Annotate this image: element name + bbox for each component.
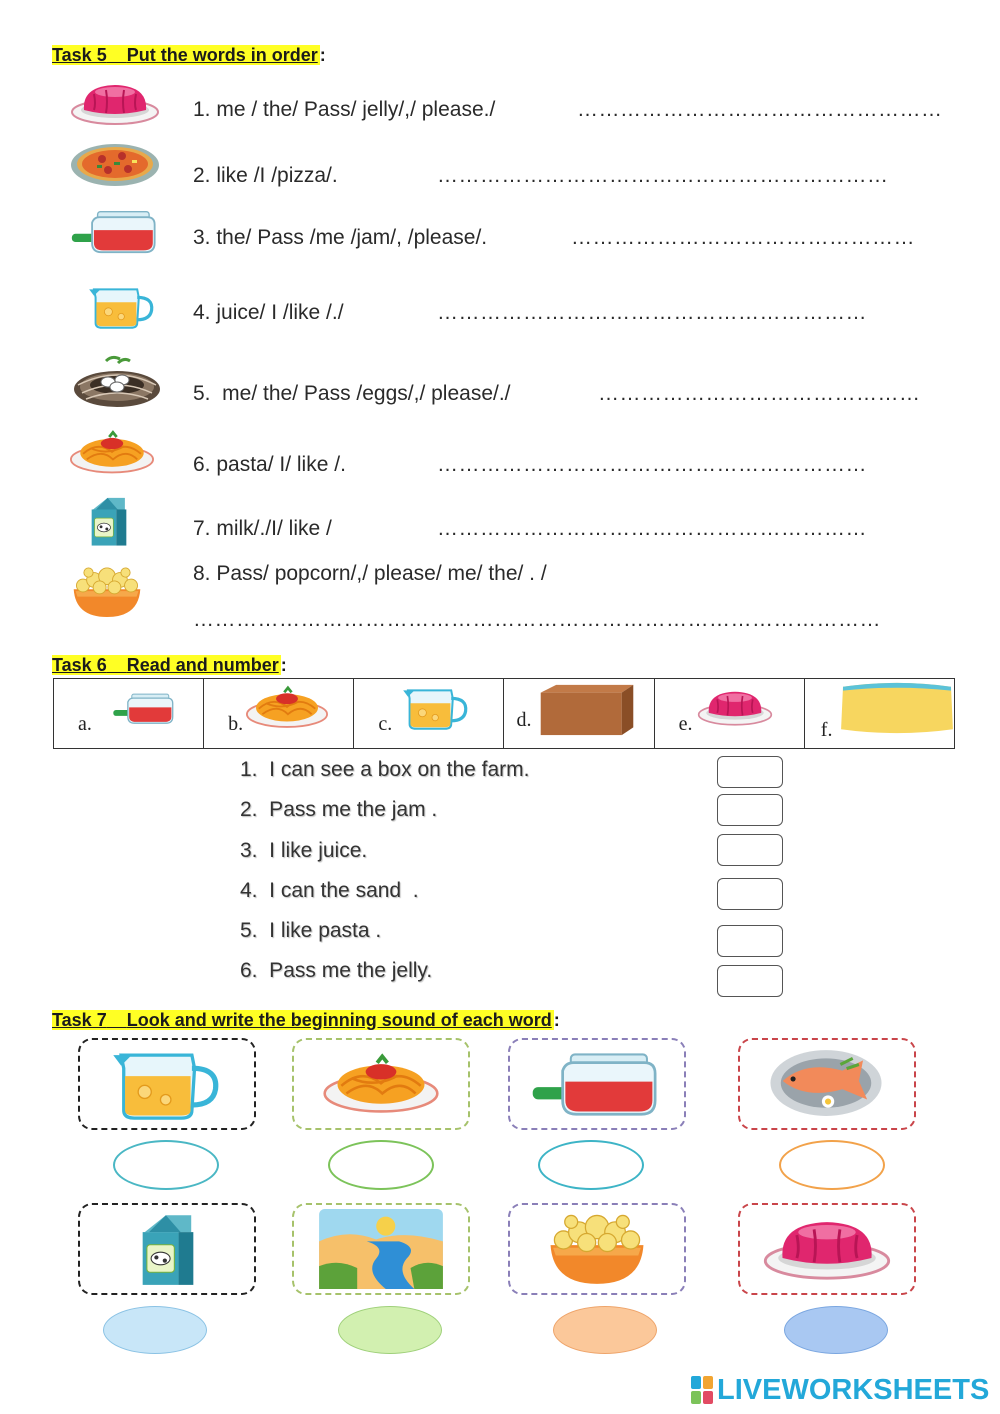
task5-number: Task 5 [52,45,107,65]
popcorn-icon [536,1209,658,1289]
task6-picture-table [53,678,955,749]
task5-item-7: 7. milk/./I/ like / [193,517,332,540]
task5-item-4: 4. juice/ I /like /./ [193,301,344,324]
task6-title: Read and number [126,655,279,675]
cell-letter: d. [516,709,532,731]
pasta-icon [316,1050,446,1114]
pasta-icon [246,683,328,729]
task7-picture-frame-8 [738,1203,916,1295]
task7-title: Look and write the beginning sound of each word [126,1010,552,1030]
task7-heading: Task 7 Look and write the beginning sound of each word : [52,1010,560,1030]
cell-letter: c. [378,713,393,735]
cell-letter: b. [228,713,244,735]
task7-picture-frame-6 [292,1203,470,1295]
jam-jar-icon [112,685,178,731]
popcorn-icon [70,562,144,622]
milk-carton-icon [138,1211,198,1287]
task6-cell-f [804,679,954,749]
cell-letter: a. [78,713,92,735]
task7-answer-oval-1[interactable] [113,1140,219,1190]
task5-item-3: 3. the/ Pass /me /jam/, /please/. [193,226,493,249]
cell-letter: f. [820,719,833,741]
task6-answer-box-4[interactable] [717,878,783,910]
task6-sentence-6: 6. Pass me the jelly. [240,959,433,982]
task6-answer-box-5[interactable] [717,925,783,957]
task5-answer-line-1[interactable]: …………………………………………… [577,98,943,121]
task7-answer-oval-7[interactable] [553,1306,657,1354]
task7-answer-oval-2[interactable] [328,1140,434,1190]
task7-answer-oval-3[interactable] [538,1140,644,1190]
task5-item-2: 2. like /I /pizza/. [193,164,338,187]
task6-sentence-3: 3. I like juice. [240,839,368,862]
task7-answer-oval-6[interactable] [338,1306,442,1354]
task5-answer-line-4[interactable]: …………………………………………………… [437,301,867,324]
juice-jug-icon [108,1046,226,1122]
task5-item-5: 5. me/ the/ Pass /eggs/,/ please/./ [193,382,511,405]
task5-item-1: 1. me / the/ Pass/ jelly/,/ please./ [193,98,502,121]
task5-answer-line-7[interactable]: …………………………………………………… [437,517,867,540]
task5-item-6: 6. pasta/ I/ like /. [193,453,346,476]
task7-number: Task 7 [52,1010,107,1030]
task6-answer-box-1[interactable] [717,756,783,788]
task6-heading: Task 6 Read and number : [52,655,287,675]
task5-answer-line-6[interactable]: …………………………………………………… [437,453,867,476]
task6-cell-d [504,679,654,749]
task5-answer-line-3[interactable]: ………………………………………… [571,226,915,249]
juice-jug-icon [86,282,158,332]
sand-icon [839,681,955,735]
pizza-icon [70,142,160,188]
task7-picture-frame-3 [508,1038,686,1130]
task5-answer-line-5[interactable]: ……………………………………… [598,382,921,405]
brand-name: LIVEWORKSHEETS [717,1373,990,1406]
task7-picture-frame-2 [292,1038,470,1130]
task6-sentence-4: 4. I can the sand . [240,879,419,902]
fish-icon [764,1046,888,1118]
task7-picture-frame-4 [738,1038,916,1130]
task5-answer-line-8[interactable]: …………………………………………………………………………………… [193,608,881,631]
task5-answer-line-2[interactable]: ……………………………………………………… [437,164,889,187]
jelly-icon [697,687,773,727]
task6-cell-c [354,679,504,749]
task7-picture-frame-5 [78,1203,256,1295]
cell-letter: e. [678,713,693,735]
task6-sentence-1: 1. I can see a box on the farm. [240,758,530,781]
milk-carton-icon [84,495,134,547]
task7-picture-frame-7 [508,1203,686,1295]
jam-jar-icon [70,208,162,254]
task5-title: Put the words in order [126,45,318,65]
task5-heading: Task 5 Put the words in order : [52,45,326,65]
task7-answer-oval-4[interactable] [779,1140,885,1190]
river-icon [316,1209,446,1289]
task6-number: Task 6 [52,655,107,675]
task6-sentence-2: 2. Pass me the jam . [240,798,438,821]
eggs-nest-icon [72,355,162,409]
juice-jug-icon [400,683,472,733]
task6-answer-box-6[interactable] [717,965,783,997]
liveworksheets-logo-icon [691,1376,713,1404]
task6-answer-box-2[interactable] [717,794,783,826]
task7-answer-oval-5[interactable] [103,1306,207,1354]
box-icon [538,683,636,737]
task7-picture-frame-1 [78,1038,256,1130]
jam-jar-icon [530,1048,666,1118]
jelly-icon [70,80,160,126]
task6-sentence-5: 5. I like pasta . [240,919,382,942]
task6-cell-b [204,679,354,749]
liveworksheets-brand[interactable] [691,1373,989,1407]
task5-item-8: 8. Pass/ popcorn/,/ please/ me/ the/ . / [193,562,547,585]
task6-cell-a [54,679,204,749]
task6-cell-e [654,679,804,749]
jelly-icon [760,1215,894,1281]
task7-answer-oval-8[interactable] [784,1306,888,1354]
pasta-icon [70,427,154,475]
task6-answer-box-3[interactable] [717,834,783,866]
